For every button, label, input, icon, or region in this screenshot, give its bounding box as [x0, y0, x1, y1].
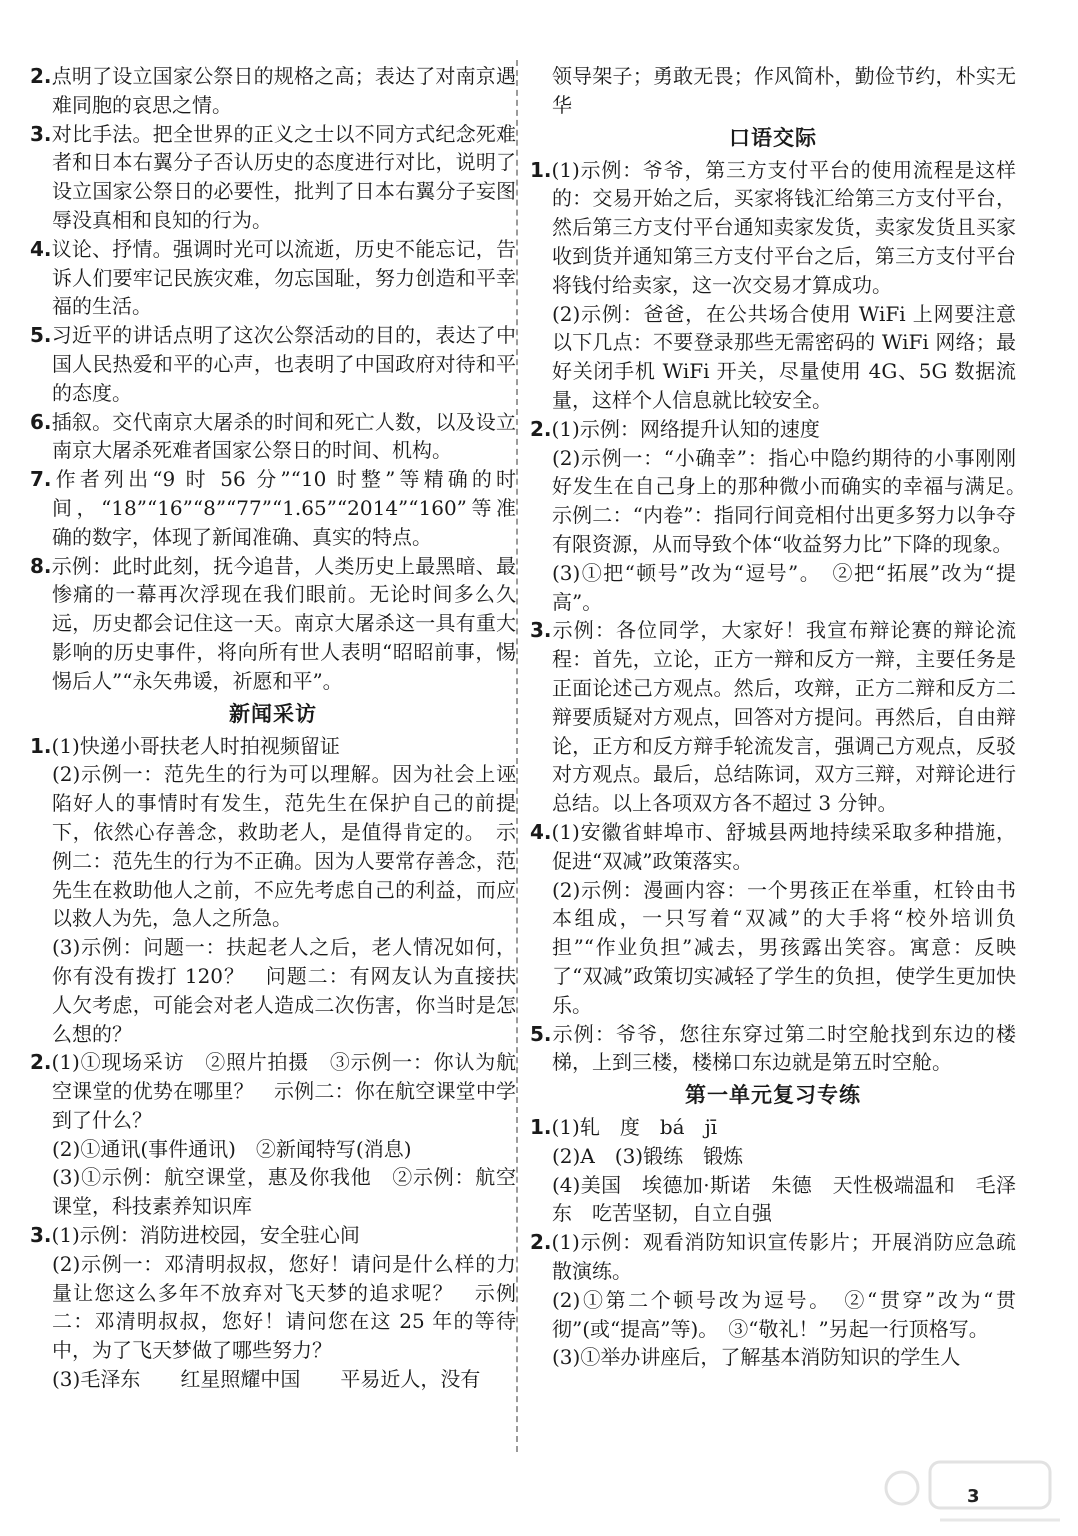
item-text: 议论、抒情。强调时光可以流逝，历史不能忘记，告诉人们要牢记民族灾难，勿忘国耻，努力创造和平幸福的生活。: [51, 236, 516, 319]
column-divider: [516, 60, 518, 1452]
answer-item: [30, 465, 516, 551]
item-text: (1)轧 度 bá jī: [551, 1115, 718, 1140]
item-text: (2)示例：爸爸，在公共场合使用 WiFi 上网要注意以下几点：不要登录那些无需密码的 WiFi 网络；最好关闭手机 WiFi 开关，尽量使用 4G、5G 数据流量，这样个人信息就比较安全。: [552, 301, 1016, 412]
answer-item: [30, 62, 516, 120]
item-number: 5.: [530, 1021, 552, 1046]
section-heading: 新闻采访: [229, 701, 317, 726]
answer-item: [530, 156, 1016, 300]
item-text: (2)示例：漫画内容：一个男孩正在举重，杠铃由书本组成，一只写着“双减”的大手将“校外培训负担”“作业负担”减去，男孩露出笑容。寓意：反映了“双减”政策切实减轻了学生的负担，使学生更加快乐。: [552, 877, 1016, 1017]
answer-continuation: [30, 1250, 516, 1365]
item-number: 5.: [30, 323, 52, 348]
answer-continuation: [30, 1135, 516, 1164]
answer-item: [30, 1048, 516, 1134]
item-text: 点明了设立国家公祭日的规格之高；表达了对南京遇难同胞的哀思之情。: [51, 64, 516, 117]
answer-continuation: [530, 1171, 1016, 1229]
item-text: (1)快递小哥扶老人时拍视频留证: [51, 733, 340, 758]
item-number: 4.: [530, 819, 552, 844]
item-text: (2)示例一：邓清明叔叔，您好！请问是什么样的力量让您这么多年不放弃对飞天梦的追求呢？ 示例二：邓清明叔叔，您好！请问您在这 25 年的等待中，为了飞天梦做了哪些努力？: [52, 1251, 516, 1363]
item-number: 1.: [30, 733, 52, 758]
item-text: (3)示例：问题一：扶起老人之后，老人情况如何，你有没有拨打 120？ 问题二：有网友认为直接扶人欠考虑，可能会对老人造成二次伤害，你当时是怎么想的？: [52, 935, 516, 1046]
answer-continuation: [530, 1142, 1016, 1171]
item-text: (2)①通讯(事件通讯) ②新闻特写(消息): [52, 1136, 412, 1161]
answer-continuation: [530, 1343, 1016, 1372]
item-text: 习近平的讲话点明了这次公祭活动的目的，表达了中国人民热爱和平的心声，也表明了中国政府对待和平的态度。: [51, 323, 516, 405]
answer-continuation: [530, 559, 1016, 617]
answer-item: [530, 1228, 1016, 1286]
item-number: 4.: [30, 236, 52, 261]
answer-item: [30, 408, 516, 466]
item-text: (3)毛泽东 红星照耀中国 平易近人，没有: [52, 1367, 481, 1392]
item-text: (1)示例：消防进校园，安全驻心间: [51, 1223, 360, 1248]
item-text: 作者列出“9 时 56 分”“10 时整”等精确的时间，“18”“16”“8”“77”“1.65”“2014”“160”等准确的数字，体现了新闻准确、真实的特点。: [51, 467, 516, 549]
answer-item: [530, 616, 1016, 818]
right-column: [530, 62, 1036, 1372]
item-number: 3.: [30, 1223, 52, 1248]
item-number: 6.: [30, 409, 52, 434]
item-text: (4)美国 埃德加·斯诺 朱德 天性极端温和 毛泽东 吃苦坚韧，自立自强: [552, 1172, 1016, 1226]
item-text: (3)①示例：航空课堂，惠及你我他 ②示例：航空课堂，科技素养知识库: [52, 1165, 516, 1219]
answer-continuation: [30, 933, 516, 1048]
item-text: 示例：爷爷，您往东穿过第二时空舱找到东边的楼梯，上到三楼，楼梯口东边就是第五时空舱。: [551, 1021, 1016, 1075]
item-text: 示例：各位同学，大家好！我宣布辩论赛的辩论流程：首先，立论，正方一辩和反方一辩，主要任务是正面论述己方观点。然后，攻辩，正方二辩和反方二辩要质疑对方观点，回答对方提问。再然后，自由辩论，正方和反方辩手轮流发言，强调己方观点，反驳对方观点。最后，总结陈词，双方三辩，对辩论进行总结。以上各项双方各不超过 3 分钟。: [551, 618, 1016, 816]
item-text: (3)①把“顿号”改为“逗号”。 ②把“拓展”改为“提高”。: [552, 560, 1016, 614]
watermark-logo: [880, 1448, 1070, 1530]
item-number: 1.: [530, 1115, 552, 1140]
item-text: (1)示例：爷爷，第三方支付平台的使用流程是这样的：交易开始之后，买家将钱汇给第三方支付平台，然后第三方支付平台通知卖家发货，卖家发货且买家收到货并通知第三方支付平台之后，第三方支付平台将钱付给卖家，这一次交易才算成功。: [551, 157, 1016, 297]
item-text: (1)安徽省蚌埠市、舒城县两地持续采取多种措施，促进“双减”政策落实。: [551, 819, 1016, 873]
item-number: 8.: [30, 553, 52, 578]
item-number: 2.: [530, 416, 552, 441]
item-text: (2)①第二个顿号改为逗号。 ②“贯穿”改为“贯彻”(或“提高”等)。 ③“敬礼！”另起一行顶格写。: [552, 1287, 1016, 1341]
answer-continuation: [530, 876, 1016, 1020]
left-column: [30, 62, 516, 1394]
answer-item: [30, 732, 516, 761]
item-text: 插叙。交代南京大屠杀的时间和死亡人数，以及设立南京大屠杀死难者国家公祭日的时间、机构。: [51, 409, 516, 463]
answer-continuation: [30, 1163, 516, 1221]
section-heading: 第一单元复习专练: [685, 1083, 861, 1108]
item-text: 领导架子；勇敢无畏；作风简朴，勤俭节约，朴实无华: [552, 64, 1016, 117]
item-number: 1.: [530, 157, 552, 182]
answer-item: [530, 1020, 1016, 1078]
item-text: (2)示例一：“小确幸”：指心中隐约期待的小事刚刚好发生在自己身上的那种微小而确实的幸福与满足。 示例二：“内卷”：指同行间竞相付出更多努力以争夺有限资源，从而导致个体“收益努力比”下降的现象。: [552, 445, 1036, 556]
item-number: 2.: [30, 1050, 52, 1075]
item-text: (2)示例一：范先生的行为可以理解。因为社会上诬陷好人的事情时有发生，范先生在保护自己的前提下，依然心存善念，救助老人，是值得肯定的。 示例二：范先生的行为不正确。因为人要常存善念，范先生在救助他人之前，不应先考虑自己的利益，而应以救人为先，急人之所急。: [52, 762, 516, 931]
section-heading: 口语交际: [729, 125, 817, 150]
answer-item: [30, 235, 516, 321]
answer-continuation: [30, 760, 516, 933]
answer-continuation: [30, 1365, 516, 1394]
answer-item: [530, 415, 1016, 444]
item-number: 7.: [30, 467, 52, 492]
answer-continuation: [530, 1286, 1016, 1344]
item-number: 3.: [530, 618, 552, 643]
answer-item: [30, 120, 516, 235]
item-text: (3)①举办讲座后，了解基本消防知识的学生人: [552, 1345, 961, 1370]
answer-item: [30, 1221, 516, 1250]
answer-continuation: [530, 300, 1016, 415]
item-number: 2.: [530, 1230, 552, 1255]
item-text: (1)示例：网络提升认知的速度: [551, 416, 820, 441]
answer-item: [30, 552, 516, 696]
answer-item: [30, 321, 516, 407]
item-number: 2.: [30, 64, 52, 88]
answer-continuation: [530, 444, 1036, 559]
item-number: 3.: [30, 121, 52, 146]
page-number: 3: [967, 1486, 980, 1507]
item-text: 示例：此时此刻，抚今追昔，人类历史上最黑暗、最惨痛的一幕再次浮现在我们眼前。无论时间多么久远，历史都会记住这一天。南京大屠杀这一具有重大影响的历史事件，将向所有世人表明“昭昭前事，惕惕后人”“永矢弗谖，祈愿和平”。: [51, 553, 516, 693]
item-text: (1)①现场采访 ②照片拍摄 ③示例一：你认为航空课堂的优势在哪里？ 示例二：你在航空课堂中学到了什么？: [51, 1050, 516, 1132]
item-text: 对比手法。把全世界的正义之士以不同方式纪念死难者和日本右翼分子否认历史的态度进行对比，说明了设立国家公祭日的必要性，批判了日本右翼分子妄图辱没真相和良知的行为。: [51, 121, 516, 232]
answer-item: [530, 818, 1016, 876]
item-text: (1)示例：观看消防知识宣传影片；开展消防应急疏散演练。: [551, 1230, 1016, 1284]
answer-item: [530, 1113, 1016, 1142]
item-text: (2)A (3)锻练 锻炼: [552, 1143, 744, 1168]
answer-continuation: [530, 62, 1016, 120]
